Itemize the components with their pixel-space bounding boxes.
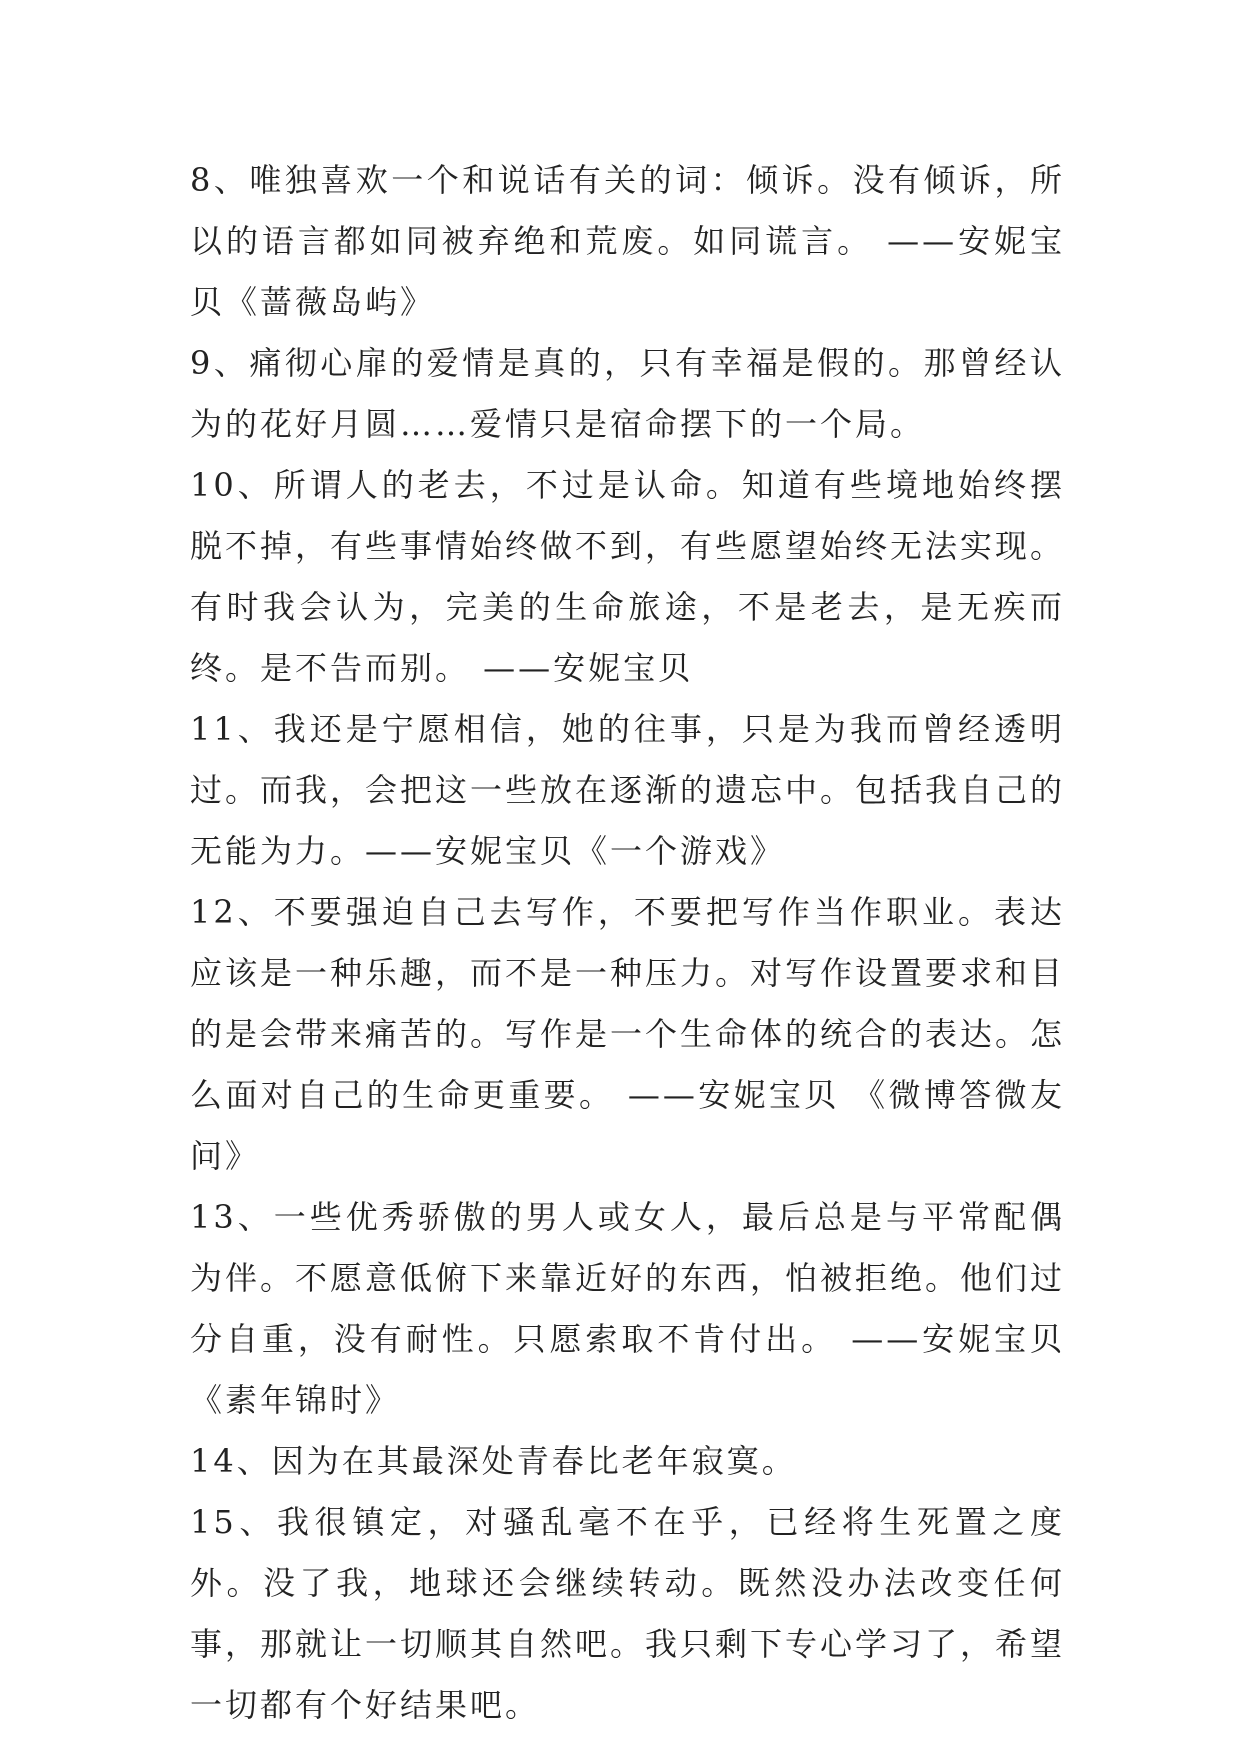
quote-paragraph-13: 13、一些优秀骄傲的男人或女人，最后总是与平常配偶为伴。不愿意低俯下来靠近好的东西，怕被拒绝。他们过分自重，没有耐性。只愿索取不肯付出。 ——安妮宝贝 《素年锦时》	[190, 1198, 1066, 1419]
quote-paragraph-11: 11、我还是宁愿相信，她的往事，只是为我而曾经透明过。而我，会把这一些放在逐渐的遗忘中。包括我自己的无能为力。——安妮宝贝《一个游戏》	[190, 710, 1066, 870]
quote-paragraph-14: 14、因为在其最深处青春比老年寂寞。	[190, 1442, 797, 1480]
quote-paragraph-15: 15、我很镇定，对骚乱毫不在乎，已经将生死置之度外。没了我，地球还会继续转动。既然没办法改变任何事，那就让一切顺其自然吧。我只剩下专心学习了，希望一切都有个好结果吧。	[190, 1503, 1066, 1724]
document-body	[190, 150, 1065, 1736]
quote-paragraph-10: 10、所谓人的老去，不过是认命。知道有些境地始终摆脱不掉，有些事情始终做不到，有些愿望始终无法实现。 有时我会认为，完美的生命旅途，不是老去，是无疾而终。是不告而别。 ——安妮宝贝	[190, 466, 1066, 687]
quote-paragraph-8: 8、唯独喜欢一个和说话有关的词：倾诉。没有倾诉，所以的语言都如同被弃绝和荒废。如同谎言。 ——安妮宝贝《蔷薇岛屿》	[190, 161, 1065, 321]
quote-paragraph-12: 12、不要强迫自己去写作，不要把写作当作职业。表达应该是一种乐趣，而不是一种压力。对写作设置要求和目的是会带来痛苦的。写作是一个生命体的统合的表达。怎么面对自己的生命更重要。 ——安妮宝贝 《微博答微友问》	[190, 893, 1066, 1175]
quote-paragraph-9: 9、痛彻心扉的爱情是真的，只有幸福是假的。那曾经认为的花好月圆……爱情只是宿命摆下的一个局。	[190, 344, 1065, 443]
